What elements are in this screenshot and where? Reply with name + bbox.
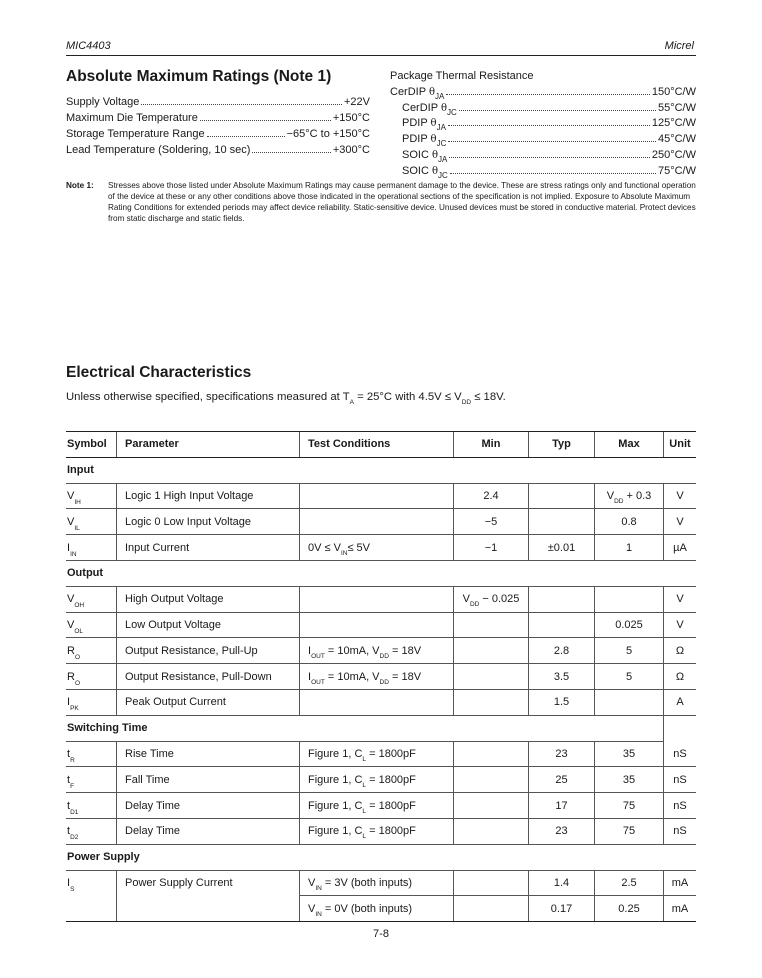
symbol-cell: $V_{IL}$ — [66, 509, 117, 535]
absolute-maximum-ratings — [66, 68, 370, 158]
unit-cell: V — [664, 586, 697, 612]
unit-cell: nS — [664, 767, 697, 793]
test-cell — [300, 483, 454, 509]
abs-max-row — [66, 142, 370, 158]
leader-dots — [448, 125, 650, 126]
test-cell: $V_{IN} = 3V$ (both inputs) — [300, 870, 454, 896]
theta-symbol: θ — [440, 102, 447, 114]
thermal-row — [390, 132, 696, 148]
thermal-value: 55°C/W — [657, 101, 696, 114]
leader-dots — [252, 152, 330, 153]
max-cell: $V_{DD} + 0.3$ — [595, 483, 664, 509]
symbol-cell: $I_{PK}$ — [66, 689, 117, 715]
conditions-text: Unless otherwise specified, specifications measured at T — [66, 391, 350, 403]
test-cell — [300, 509, 454, 535]
min-cell — [454, 767, 529, 793]
min-cell — [454, 612, 529, 638]
thermal-title: Package Thermal Resistance — [390, 70, 534, 82]
section-row — [66, 715, 696, 741]
parameter-cell: Power Supply Current — [117, 870, 300, 896]
max-cell: 5 — [595, 664, 664, 690]
parameter-cell — [117, 896, 300, 922]
col-min: Min — [454, 432, 529, 458]
max-cell — [595, 586, 664, 612]
section-power: Power Supply — [66, 844, 696, 870]
leader-dots — [450, 173, 656, 174]
leader-dots — [448, 141, 656, 142]
theta-symbol: θ — [431, 165, 438, 177]
thermal-subscript: JC — [436, 139, 447, 149]
leader-dots — [141, 104, 342, 105]
typ-cell — [529, 586, 595, 612]
max-cell: 0.25 — [595, 896, 664, 922]
min-cell — [454, 896, 529, 922]
header-company: Micrel — [664, 40, 694, 52]
section-row — [66, 457, 696, 483]
min-cell — [454, 870, 529, 896]
test-cell: Figure 1, $C_L = 1800pF$ — [300, 818, 454, 844]
leader-dots — [449, 157, 650, 158]
parameter-cell: Peak Output Current — [117, 689, 300, 715]
unit-cell: µA — [664, 535, 697, 561]
typ-cell — [529, 612, 595, 638]
min-cell — [454, 689, 529, 715]
symbol-cell: $t_{D2}$ — [66, 818, 117, 844]
abs-max-label: Supply Voltage — [66, 96, 140, 108]
max-cell: 0.025 — [595, 612, 664, 638]
thermal-value: 75°C/W — [657, 164, 696, 177]
parameter-cell: Logic 1 High Input Voltage — [117, 483, 300, 509]
table-row — [66, 818, 696, 844]
min-cell — [454, 741, 529, 767]
max-cell — [595, 689, 664, 715]
leader-dots — [207, 136, 285, 137]
page-number: 7-8 — [373, 928, 389, 940]
conditions-subscript: DD — [461, 399, 472, 406]
table-row — [66, 664, 696, 690]
table-row — [66, 741, 696, 767]
test-cell: $I_{OUT} = 10mA$, $V_{DD} = 18V$ — [300, 638, 454, 664]
abs-max-value: +300°C — [332, 144, 370, 156]
parameter-cell: Delay Time — [117, 818, 300, 844]
typ-cell: ±0.01 — [529, 535, 595, 561]
test-cell: Figure 1, $C_L = 1800pF$ — [300, 767, 454, 793]
symbol-cell — [66, 896, 117, 922]
unit-cell: nS — [664, 818, 697, 844]
thermal-value: 45°C/W — [657, 133, 696, 146]
section-input: Input — [66, 457, 696, 483]
section-row — [66, 560, 696, 586]
symbol-cell: $t_R$ — [66, 741, 117, 767]
thermal-row — [390, 85, 696, 101]
theta-symbol: θ — [430, 118, 437, 130]
table-header-row — [66, 432, 696, 458]
symbol-cell: $t_{D1}$ — [66, 793, 117, 819]
theta-symbol: θ — [431, 149, 438, 161]
col-test-conditions: Test Conditions — [300, 432, 454, 458]
thermal-package: SOIC — [402, 164, 429, 177]
thermal-subscript: JA — [436, 123, 446, 133]
section-row — [66, 844, 696, 870]
symbol-cell: $R_O$ — [66, 664, 117, 690]
table-row — [66, 689, 696, 715]
thermal-row — [390, 148, 696, 164]
thermal-value: 125°C/W — [651, 117, 696, 130]
note-label: Note 1: — [66, 181, 94, 190]
col-unit: Unit — [664, 432, 697, 458]
thermal-package: CerDIP — [402, 101, 438, 114]
max-cell: 75 — [595, 818, 664, 844]
thermal-row — [390, 116, 696, 132]
abs-max-value: −65°C to +150°C — [286, 128, 370, 140]
abs-max-row — [66, 110, 370, 126]
table-row — [66, 586, 696, 612]
max-cell: 1 — [595, 535, 664, 561]
thermal-package: PDIP — [402, 117, 428, 130]
unit-cell: V — [664, 509, 697, 535]
test-cell — [300, 586, 454, 612]
table-row — [66, 638, 696, 664]
typ-cell: 23 — [529, 741, 595, 767]
thermal-subscript: JA — [434, 92, 445, 101]
typ-cell: 1.5 — [529, 689, 595, 715]
unit-cell: Ω — [664, 664, 697, 690]
unit-cell: V — [664, 612, 697, 638]
electrical-conditions — [66, 391, 506, 406]
thermal-subscript: JA — [438, 154, 448, 164]
abs-max-row — [66, 94, 370, 110]
leader-dots — [446, 94, 650, 95]
leader-dots — [200, 120, 331, 121]
unit-cell: mA — [664, 870, 697, 896]
parameter-cell: Logic 0 Low Input Voltage — [117, 509, 300, 535]
min-cell: −5 — [454, 509, 529, 535]
unit-cell: nS — [664, 793, 697, 819]
min-cell: $V_{DD} - 0.025$ — [454, 586, 529, 612]
unit-cell: A — [664, 689, 697, 715]
thermal-subscript: JC — [438, 170, 448, 180]
typ-cell: 17 — [529, 793, 595, 819]
conditions-subscript: A — [349, 399, 354, 406]
thermal-value: 250°C/W — [651, 148, 696, 161]
max-cell: 35 — [595, 767, 664, 793]
symbol-cell: $R_O$ — [66, 638, 117, 664]
parameter-cell: High Output Voltage — [117, 586, 300, 612]
unit-cell: Ω — [664, 638, 697, 664]
thermal-row — [390, 164, 696, 180]
min-cell — [454, 793, 529, 819]
section-switching: Switching Time — [66, 715, 664, 741]
col-typ: Typ — [529, 432, 595, 458]
electrical-characteristics-title: Electrical Characteristics — [66, 364, 252, 381]
abs-max-label: Storage Temperature Range — [66, 128, 205, 140]
thermal-row — [390, 101, 696, 117]
min-cell: −1 — [454, 535, 529, 561]
package-thermal-resistance — [390, 69, 696, 179]
parameter-cell: Low Output Voltage — [117, 612, 300, 638]
table-row — [66, 793, 696, 819]
conditions-text: = 25°C with 4.5V ≤ V — [353, 391, 462, 403]
table-row — [66, 870, 696, 896]
note-text: Stresses above those listed under Absolute Maximum Ratings may cause permanent damage to the device. These are stress ratings only and functional operation of the device at these or any other conditions above those indicated in the operational sections of the specification is not implied. Exposure to Absolute Maximum Rating Conditions for extended periods may affect device reliability. Static-sensitive device. Unused devices must be stored in conductive material. Protect devices from static discharge and static fields. — [108, 181, 696, 223]
typ-cell: 3.5 — [529, 664, 595, 690]
typ-cell: 25 — [529, 767, 595, 793]
symbol-cell: $V_{OH}$ — [66, 586, 117, 612]
theta-symbol: θ — [430, 134, 437, 146]
abs-max-label: Lead Temperature (Soldering, 10 sec) — [66, 144, 251, 156]
symbol-cell: $I_S$ — [67, 877, 75, 894]
test-cell: $V_{IN} = 0V$ (both inputs) — [300, 896, 454, 922]
col-max: Max — [595, 432, 664, 458]
parameter-cell: Output Resistance, Pull-Down — [117, 664, 300, 690]
table-row — [66, 767, 696, 793]
min-cell — [454, 664, 529, 690]
unit-cell: nS — [664, 741, 697, 767]
electrical-characteristics-table — [66, 431, 696, 922]
parameter-cell: Fall Time — [117, 767, 300, 793]
typ-cell: 1.4 — [529, 870, 595, 896]
min-cell — [454, 818, 529, 844]
parameter-cell: Input Current — [117, 535, 300, 561]
col-symbol: Symbol — [66, 432, 117, 458]
abs-max-title: Absolute Maximum Ratings (Note 1) — [66, 68, 332, 85]
parameter-cell: Rise Time — [117, 741, 300, 767]
header-part-number: MIC4403 — [66, 40, 111, 52]
table-row — [66, 535, 696, 561]
typ-cell — [529, 483, 595, 509]
thermal-value: 150°C/W — [651, 86, 696, 98]
symbol-cell: $V_{IH}$ — [66, 483, 117, 509]
section-output: Output — [66, 560, 696, 586]
max-cell: 75 — [595, 793, 664, 819]
test-cell: $0V \le V_{IN}\le 5V$ — [300, 535, 454, 561]
header-rule — [66, 55, 696, 56]
test-cell — [300, 689, 454, 715]
col-parameter: Parameter — [117, 432, 300, 458]
test-cell: Figure 1, $C_L = 1800pF$ — [300, 793, 454, 819]
table-row — [66, 483, 696, 509]
test-cell: Figure 1, $C_L = 1800pF$ — [300, 741, 454, 767]
typ-cell: 2.8 — [529, 638, 595, 664]
max-cell: 0.8 — [595, 509, 664, 535]
thermal-package: PDIP — [402, 133, 428, 146]
thermal-package: SOIC — [402, 148, 429, 161]
test-cell — [300, 612, 454, 638]
conditions-text: ≤ 18V. — [471, 391, 506, 403]
typ-cell: 0.17 — [529, 896, 595, 922]
typ-cell — [529, 509, 595, 535]
symbol-cell: $t_F$ — [66, 767, 117, 793]
thermal-subscript: JC — [446, 107, 457, 117]
table-row — [66, 896, 696, 922]
note-1 — [66, 180, 696, 224]
test-cell: $I_{OUT} = 10mA$, $V_{DD} = 18V$ — [300, 664, 454, 690]
leader-dots — [459, 110, 656, 111]
typ-cell: 23 — [529, 818, 595, 844]
table-row — [66, 509, 696, 535]
symbol-cell: $I_{IN}$ — [66, 535, 117, 561]
symbol-cell: $V_{OL}$ — [66, 612, 117, 638]
min-cell — [454, 638, 529, 664]
theta-symbol: θ — [428, 87, 435, 98]
parameter-cell: Delay Time — [117, 793, 300, 819]
max-cell: 5 — [595, 638, 664, 664]
min-cell: 2.4 — [454, 483, 529, 509]
abs-max-value: +150°C — [332, 112, 370, 124]
section-gap-cell — [664, 715, 697, 741]
unit-cell: V — [664, 483, 697, 509]
table-row — [66, 612, 696, 638]
abs-max-label: Maximum Die Temperature — [66, 112, 198, 124]
max-cell: 2.5 — [595, 870, 664, 896]
unit-cell: mA — [664, 896, 697, 922]
abs-max-value: +22V — [344, 96, 370, 108]
abs-max-row — [66, 126, 370, 142]
thermal-package: CerDIP — [390, 86, 426, 98]
max-cell: 35 — [595, 741, 664, 767]
parameter-cell: Output Resistance, Pull-Up — [117, 638, 300, 664]
